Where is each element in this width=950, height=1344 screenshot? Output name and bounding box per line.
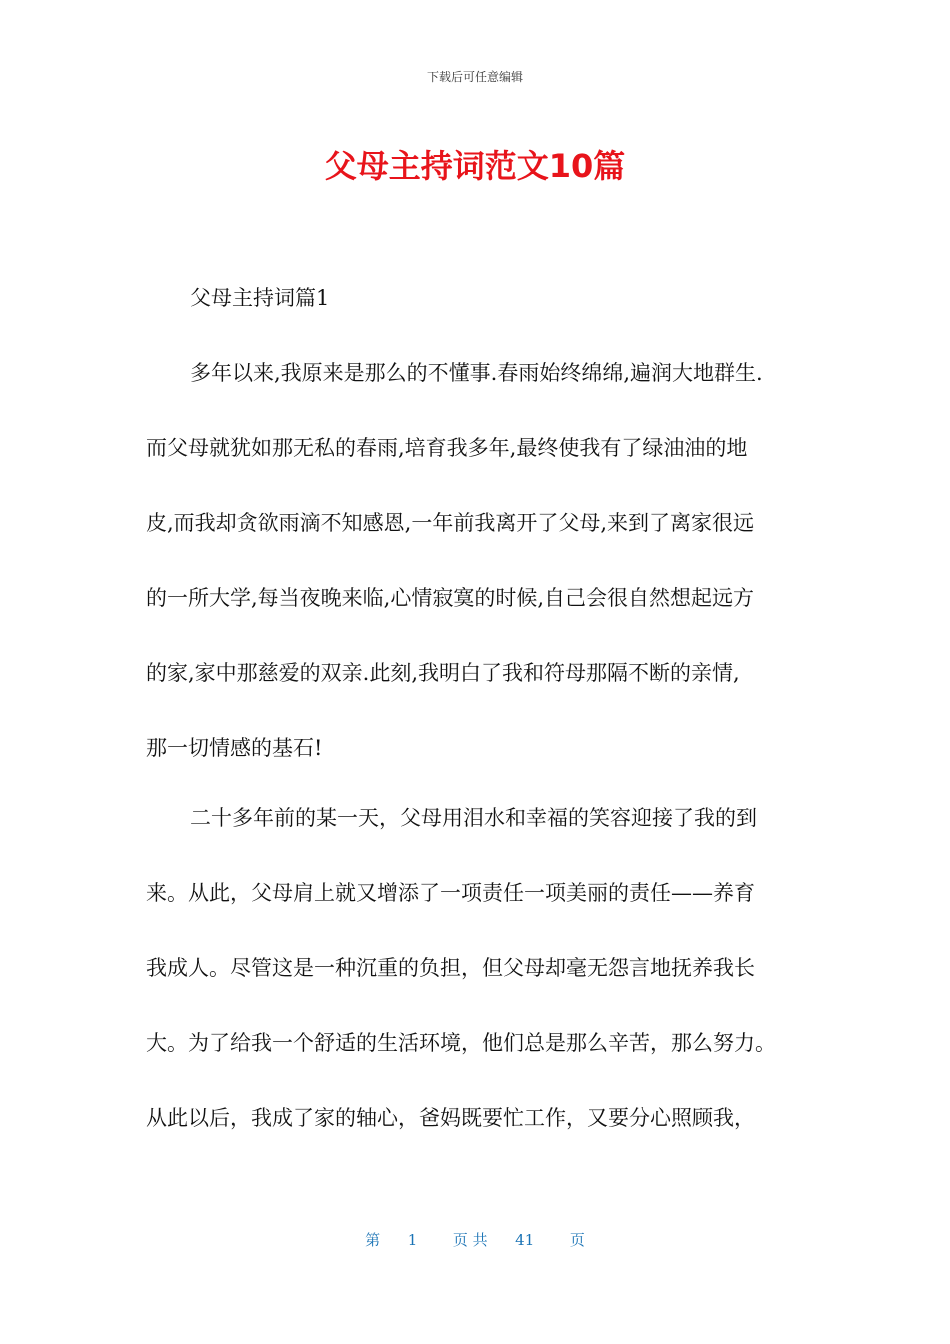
paragraph-line: 的一所大学,每当夜晚来临,心情寂寞的时候,自己会很自然想起远方 [146, 586, 755, 610]
paragraph-1 [146, 336, 811, 786]
paragraph-line: 皮,而我却贪欲雨滴不知感恩,一年前我离开了父母,来到了离家很远 [146, 511, 755, 535]
paragraph-line: 我成人。尽管这是一种沉重的负担，但父母却毫无怨言地抚养我长 [146, 956, 755, 980]
total-pages-number: 41 [515, 1231, 535, 1249]
paragraph-line: 的家,家中那慈爱的双亲.此刻,我明白了我和符母那隔不断的亲情, [146, 661, 740, 685]
header-note: 下载后可任意编辑 [426, 70, 523, 84]
paragraph-line: 而父母就犹如那无私的春雨,培育我多年,最终使我有了绿油油的地 [146, 436, 748, 460]
paragraph-line: 那一切情感的基石! [146, 736, 323, 760]
paragraph-line: 二十多年前的某一天，父母用泪水和幸福的笑容迎接了我的到 [190, 806, 757, 830]
page-label-suffix: 页 [569, 1231, 585, 1249]
page-footer [0, 1226, 950, 1254]
current-page-number: 1 [407, 1231, 418, 1249]
section-heading: 父母主持词篇1 [190, 286, 330, 310]
page-label-prefix: 第 [365, 1231, 381, 1249]
paragraph-line: 来。从此，父母肩上就又增添了一项责任一项美丽的责任——养育 [146, 881, 755, 905]
document-title: 父母主持词范文10篇 [324, 147, 626, 185]
paragraph-line: 大。为了给我一个舒适的生活环境，他们总是那么辛苦，那么努力。 [146, 1031, 776, 1055]
paragraph-line: 多年以来,我原来是那么的不懂事.春雨始终绵绵,遍润大地群生. [190, 361, 763, 385]
page-label-mid: 页 共 [452, 1231, 488, 1249]
paragraph-2 [146, 781, 811, 1156]
paragraph-line: 从此以后，我成了家的轴心，爸妈既要忙工作，又要分心照顾我， [146, 1106, 755, 1130]
